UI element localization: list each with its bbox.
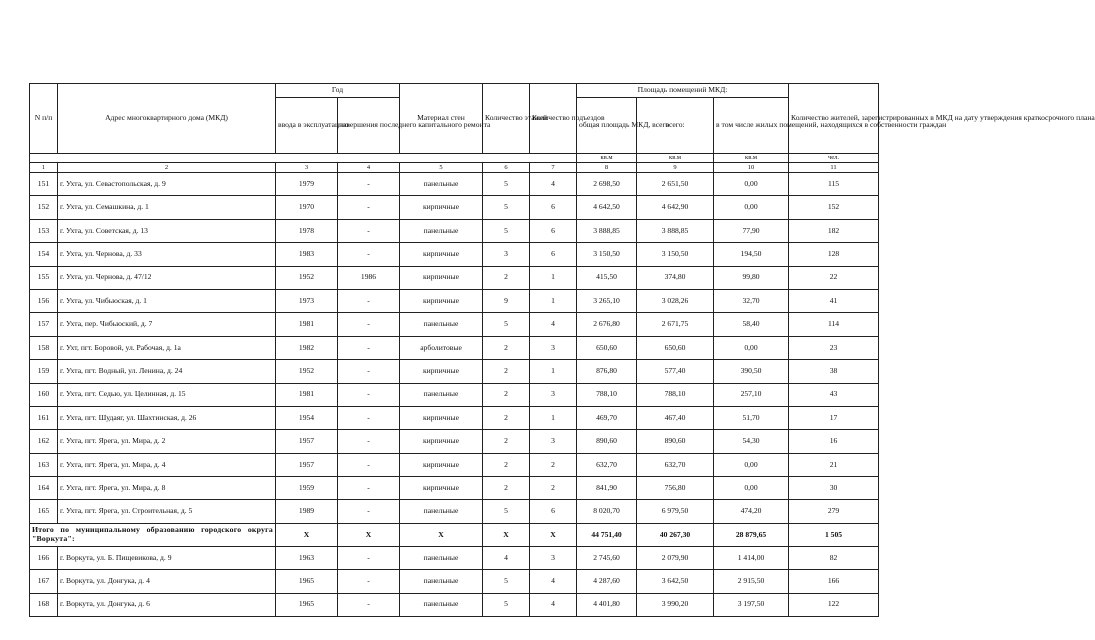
row-area-res: 788,10 bbox=[637, 383, 714, 406]
row-year-repair: - bbox=[338, 243, 400, 266]
row-address: г. Ухт, пгт. Боровой, ул. Рабочая, д. 1а bbox=[58, 336, 276, 359]
table-row bbox=[30, 266, 879, 289]
table-row bbox=[30, 313, 879, 336]
row-area-private: 194,50 bbox=[714, 243, 789, 266]
row-area-total: 3 265,10 bbox=[577, 289, 637, 312]
row-entrances: 2 bbox=[530, 477, 577, 500]
column-number: 1 bbox=[30, 163, 58, 173]
table-row bbox=[30, 196, 879, 219]
total-row bbox=[30, 523, 879, 546]
row-year-built: 1981 bbox=[276, 383, 338, 406]
row-area-total: 3 150,50 bbox=[577, 243, 637, 266]
row-residents: 17 bbox=[789, 406, 879, 429]
row-area-private: 77,90 bbox=[714, 219, 789, 242]
row-entrances: 6 bbox=[530, 219, 577, 242]
row-num: 158 bbox=[30, 336, 58, 359]
row-address: г. Ухта, пер. Чибьюский, д. 7 bbox=[58, 313, 276, 336]
row-material: кирпичные bbox=[400, 477, 483, 500]
header-area-private: в том числе жилых помещений, находящихся в собственности граждан bbox=[714, 98, 789, 154]
row-year-built: 1952 bbox=[276, 360, 338, 383]
row-entrances: 1 bbox=[530, 289, 577, 312]
row-area-total: 788,10 bbox=[577, 383, 637, 406]
row-floors: 5 bbox=[483, 570, 530, 593]
row-address: г. Ухта, ул. Чернова, д. 47/12 bbox=[58, 266, 276, 289]
row-area-total: 4 287,60 bbox=[577, 570, 637, 593]
row-area-private: 1 414,00 bbox=[714, 546, 789, 569]
row-num: 155 bbox=[30, 266, 58, 289]
row-area-res: 3 150,50 bbox=[637, 243, 714, 266]
row-floors: 3 bbox=[483, 243, 530, 266]
row-year-built: 1963 bbox=[276, 546, 338, 569]
header-year-built: ввода в эксплуатацию bbox=[276, 98, 338, 154]
row-residents: 41 bbox=[789, 289, 879, 312]
row-area-res: 577,40 bbox=[637, 360, 714, 383]
header-year-repair: завершения последнего капитального ремонта bbox=[338, 98, 400, 154]
table-row bbox=[30, 477, 879, 500]
row-material: панельные bbox=[400, 173, 483, 196]
row-year-built: 1970 bbox=[276, 196, 338, 219]
row-num: 166 bbox=[30, 546, 58, 569]
header-area-residential: всего: bbox=[637, 98, 714, 154]
row-address: г. Ухта, ул. Семашкина, д. 1 bbox=[58, 196, 276, 219]
row-address: г. Ухта, пгт. Ярега, ул. Мира, д. 2 bbox=[58, 430, 276, 453]
row-num: 156 bbox=[30, 289, 58, 312]
row-year-repair: - bbox=[338, 313, 400, 336]
total-cell: X bbox=[530, 523, 577, 546]
row-address: г. Воркута, ул. Донгука, д. 4 bbox=[58, 570, 276, 593]
row-area-private: 3 197,50 bbox=[714, 593, 789, 616]
row-area-private: 58,40 bbox=[714, 313, 789, 336]
row-floors: 5 bbox=[483, 593, 530, 616]
table-row bbox=[30, 289, 879, 312]
row-num: 153 bbox=[30, 219, 58, 242]
row-area-total: 2 745,60 bbox=[577, 546, 637, 569]
row-num: 165 bbox=[30, 500, 58, 523]
row-residents: 128 bbox=[789, 243, 879, 266]
row-floors: 5 bbox=[483, 500, 530, 523]
row-entrances: 6 bbox=[530, 243, 577, 266]
row-entrances: 4 bbox=[530, 593, 577, 616]
row-year-built: 1983 bbox=[276, 243, 338, 266]
row-area-total: 876,80 bbox=[577, 360, 637, 383]
row-residents: 22 bbox=[789, 266, 879, 289]
row-floors: 2 bbox=[483, 477, 530, 500]
row-residents: 114 bbox=[789, 313, 879, 336]
row-area-total: 2 698,50 bbox=[577, 173, 637, 196]
row-entrances: 3 bbox=[530, 383, 577, 406]
row-year-repair: - bbox=[338, 430, 400, 453]
table-row bbox=[30, 430, 879, 453]
row-area-total: 3 888,85 bbox=[577, 219, 637, 242]
row-floors: 2 bbox=[483, 266, 530, 289]
row-material: кирпичные bbox=[400, 243, 483, 266]
column-number: 8 bbox=[577, 163, 637, 173]
row-num: 152 bbox=[30, 196, 58, 219]
row-area-res: 890,60 bbox=[637, 430, 714, 453]
row-area-private: 0,00 bbox=[714, 173, 789, 196]
row-area-private: 54,30 bbox=[714, 430, 789, 453]
row-num: 163 bbox=[30, 453, 58, 476]
column-number: 7 bbox=[530, 163, 577, 173]
row-entrances: 3 bbox=[530, 430, 577, 453]
row-year-repair: - bbox=[338, 500, 400, 523]
column-number: 10 bbox=[714, 163, 789, 173]
row-num: 162 bbox=[30, 430, 58, 453]
table-row bbox=[30, 243, 879, 266]
row-area-res: 3 028,26 bbox=[637, 289, 714, 312]
row-area-private: 0,00 bbox=[714, 453, 789, 476]
row-entrances: 3 bbox=[530, 546, 577, 569]
total-cell: 44 751,40 bbox=[577, 523, 637, 546]
table-row bbox=[30, 360, 879, 383]
row-residents: 23 bbox=[789, 336, 879, 359]
row-year-built: 1957 bbox=[276, 453, 338, 476]
total-cell: X bbox=[338, 523, 400, 546]
row-num: 168 bbox=[30, 593, 58, 616]
row-material: панельные bbox=[400, 546, 483, 569]
row-area-private: 32,70 bbox=[714, 289, 789, 312]
row-residents: 82 bbox=[789, 546, 879, 569]
row-year-built: 1982 bbox=[276, 336, 338, 359]
row-floors: 5 bbox=[483, 196, 530, 219]
row-floors: 5 bbox=[483, 313, 530, 336]
unit-area-private: кв.м bbox=[714, 154, 789, 163]
row-area-private: 474,20 bbox=[714, 500, 789, 523]
row-area-private: 2 915,50 bbox=[714, 570, 789, 593]
row-address: г. Ухта, пгт. Седью, ул. Целинная, д. 15 bbox=[58, 383, 276, 406]
row-material: кирпичные bbox=[400, 406, 483, 429]
total-label: Итого по муниципальному образованию городского округа "Воркута": bbox=[30, 523, 276, 546]
row-area-total: 8 020,70 bbox=[577, 500, 637, 523]
row-year-repair: - bbox=[338, 289, 400, 312]
row-entrances: 3 bbox=[530, 336, 577, 359]
column-number: 2 bbox=[58, 163, 276, 173]
row-area-total: 632,70 bbox=[577, 453, 637, 476]
total-cell: X bbox=[483, 523, 530, 546]
row-year-repair: - bbox=[338, 593, 400, 616]
row-year-repair: - bbox=[338, 383, 400, 406]
row-entrances: 2 bbox=[530, 453, 577, 476]
row-year-built: 1959 bbox=[276, 477, 338, 500]
row-entrances: 1 bbox=[530, 360, 577, 383]
header-area-group: Площадь помещений МКД: bbox=[577, 84, 789, 98]
row-entrances: 4 bbox=[530, 173, 577, 196]
row-address: г. Ухта, ул. Советская, д. 13 bbox=[58, 219, 276, 242]
row-area-total: 890,60 bbox=[577, 430, 637, 453]
table-row bbox=[30, 570, 879, 593]
table-row bbox=[30, 453, 879, 476]
row-residents: 16 bbox=[789, 430, 879, 453]
row-area-private: 99,80 bbox=[714, 266, 789, 289]
row-year-repair: - bbox=[338, 360, 400, 383]
total-cell: X bbox=[400, 523, 483, 546]
row-address: г. Воркута, ул. Б. Пищевикова, д. 9 bbox=[58, 546, 276, 569]
row-material: панельные bbox=[400, 313, 483, 336]
row-year-built: 1952 bbox=[276, 266, 338, 289]
header-floors: Количество этажей bbox=[483, 84, 530, 154]
row-address: г. Ухта, пгт. Ярега, ул. Мира, д. 4 bbox=[58, 453, 276, 476]
row-material: панельные bbox=[400, 593, 483, 616]
header-address: Адрес многоквартирного дома (МКД) bbox=[58, 84, 276, 154]
row-area-res: 3 990,20 bbox=[637, 593, 714, 616]
row-address: г. Ухта, ул. Чернова, д. 33 bbox=[58, 243, 276, 266]
row-entrances: 4 bbox=[530, 570, 577, 593]
header-residents: Количество жителей, зарегистрированных в МКД на дату утверждения краткосрочного плана bbox=[789, 84, 879, 154]
row-area-res: 2 651,50 bbox=[637, 173, 714, 196]
row-material: панельные bbox=[400, 570, 483, 593]
row-residents: 43 bbox=[789, 383, 879, 406]
column-number: 3 bbox=[276, 163, 338, 173]
row-address: г. Ухта, пгт. Ярега, ул. Мира, д. 8 bbox=[58, 477, 276, 500]
column-number: 4 bbox=[338, 163, 400, 173]
row-floors: 5 bbox=[483, 219, 530, 242]
row-year-repair: - bbox=[338, 196, 400, 219]
row-year-repair: 1986 bbox=[338, 266, 400, 289]
units-spacer bbox=[30, 154, 577, 163]
row-year-repair: - bbox=[338, 570, 400, 593]
header-area-total: общая площадь МКД, всего bbox=[577, 98, 637, 154]
row-residents: 152 bbox=[789, 196, 879, 219]
row-area-res: 4 642,90 bbox=[637, 196, 714, 219]
row-area-res: 632,70 bbox=[637, 453, 714, 476]
row-area-total: 415,50 bbox=[577, 266, 637, 289]
row-num: 151 bbox=[30, 173, 58, 196]
table-row bbox=[30, 500, 879, 523]
row-floors: 4 bbox=[483, 546, 530, 569]
row-residents: 21 bbox=[789, 453, 879, 476]
table-row bbox=[30, 383, 879, 406]
table-row bbox=[30, 336, 879, 359]
column-number: 11 bbox=[789, 163, 879, 173]
row-address: г. Воркута, ул. Донгука, д. 6 bbox=[58, 593, 276, 616]
row-area-res: 756,80 bbox=[637, 477, 714, 500]
header-material: Материал стен bbox=[400, 84, 483, 154]
row-year-built: 1954 bbox=[276, 406, 338, 429]
row-area-private: 390,50 bbox=[714, 360, 789, 383]
row-area-res: 467,40 bbox=[637, 406, 714, 429]
unit-area-res: кв.м bbox=[637, 154, 714, 163]
row-floors: 2 bbox=[483, 430, 530, 453]
row-material: кирпичные bbox=[400, 289, 483, 312]
row-year-repair: - bbox=[338, 477, 400, 500]
row-area-res: 3 888,85 bbox=[637, 219, 714, 242]
row-year-built: 1973 bbox=[276, 289, 338, 312]
row-num: 164 bbox=[30, 477, 58, 500]
row-residents: 182 bbox=[789, 219, 879, 242]
row-year-repair: - bbox=[338, 219, 400, 242]
row-material: кирпичные bbox=[400, 266, 483, 289]
row-year-repair: - bbox=[338, 406, 400, 429]
row-area-res: 650,60 bbox=[637, 336, 714, 359]
unit-area-total: кв.м bbox=[577, 154, 637, 163]
total-cell: X bbox=[276, 523, 338, 546]
row-year-repair: - bbox=[338, 453, 400, 476]
row-area-total: 469,70 bbox=[577, 406, 637, 429]
row-area-total: 4 401,80 bbox=[577, 593, 637, 616]
row-num: 161 bbox=[30, 406, 58, 429]
row-material: арболитовые bbox=[400, 336, 483, 359]
row-material: кирпичные bbox=[400, 360, 483, 383]
column-number-row bbox=[30, 163, 879, 173]
total-cell: 1 505 bbox=[789, 523, 879, 546]
column-number: 9 bbox=[637, 163, 714, 173]
row-floors: 5 bbox=[483, 173, 530, 196]
total-cell: 40 267,30 bbox=[637, 523, 714, 546]
row-material: панельные bbox=[400, 219, 483, 242]
row-year-built: 1965 bbox=[276, 570, 338, 593]
row-area-private: 0,00 bbox=[714, 477, 789, 500]
row-address: г. Ухта, пгт. Водный, ул. Ленина, д. 24 bbox=[58, 360, 276, 383]
row-material: кирпичные bbox=[400, 453, 483, 476]
row-residents: 115 bbox=[789, 173, 879, 196]
row-floors: 2 bbox=[483, 406, 530, 429]
row-area-total: 2 676,80 bbox=[577, 313, 637, 336]
column-number: 5 bbox=[400, 163, 483, 173]
row-area-private: 0,00 bbox=[714, 336, 789, 359]
row-entrances: 6 bbox=[530, 500, 577, 523]
row-area-res: 2 671,75 bbox=[637, 313, 714, 336]
row-material: кирпичные bbox=[400, 196, 483, 219]
row-floors: 2 bbox=[483, 383, 530, 406]
row-num: 160 bbox=[30, 383, 58, 406]
row-entrances: 1 bbox=[530, 406, 577, 429]
row-year-built: 1965 bbox=[276, 593, 338, 616]
row-material: кирпичные bbox=[400, 430, 483, 453]
row-residents: 166 bbox=[789, 570, 879, 593]
row-area-private: 51,70 bbox=[714, 406, 789, 429]
total-cell: 28 879,65 bbox=[714, 523, 789, 546]
row-num: 154 bbox=[30, 243, 58, 266]
row-year-built: 1978 bbox=[276, 219, 338, 242]
row-floors: 9 bbox=[483, 289, 530, 312]
row-year-built: 1957 bbox=[276, 430, 338, 453]
row-area-res: 374,80 bbox=[637, 266, 714, 289]
row-year-repair: - bbox=[338, 546, 400, 569]
row-area-total: 650,60 bbox=[577, 336, 637, 359]
header-num: N п/п bbox=[30, 84, 58, 154]
row-floors: 2 bbox=[483, 336, 530, 359]
row-year-built: 1979 bbox=[276, 173, 338, 196]
row-area-res: 6 979,50 bbox=[637, 500, 714, 523]
row-area-total: 4 642,50 bbox=[577, 196, 637, 219]
row-num: 159 bbox=[30, 360, 58, 383]
housing-register-table bbox=[29, 83, 1095, 617]
row-material: панельные bbox=[400, 383, 483, 406]
row-address: г. Ухта, пгт. Шудаяг, ул. Шахтинская, д. 26 bbox=[58, 406, 276, 429]
row-address: г. Ухта, ул. Чибьюская, д. 1 bbox=[58, 289, 276, 312]
table-row bbox=[30, 219, 879, 242]
row-entrances: 4 bbox=[530, 313, 577, 336]
table-row bbox=[30, 593, 879, 616]
table-row bbox=[30, 173, 879, 196]
table-row bbox=[30, 546, 879, 569]
header-entrances: Количество подъездов bbox=[530, 84, 577, 154]
row-year-repair: - bbox=[338, 173, 400, 196]
row-floors: 2 bbox=[483, 360, 530, 383]
unit-residents: чел. bbox=[789, 154, 879, 163]
row-area-res: 2 079,90 bbox=[637, 546, 714, 569]
row-address: г. Ухта, пгт. Ярега, ул. Строительная, д. 5 bbox=[58, 500, 276, 523]
row-entrances: 1 bbox=[530, 266, 577, 289]
header-year-group: Год bbox=[276, 84, 400, 98]
row-num: 157 bbox=[30, 313, 58, 336]
row-year-built: 1981 bbox=[276, 313, 338, 336]
row-entrances: 6 bbox=[530, 196, 577, 219]
row-num: 167 bbox=[30, 570, 58, 593]
row-address: г. Ухта, ул. Севастопольская, д. 9 bbox=[58, 173, 276, 196]
row-floors: 2 bbox=[483, 453, 530, 476]
row-material: панельные bbox=[400, 500, 483, 523]
row-residents: 38 bbox=[789, 360, 879, 383]
row-area-res: 3 642,50 bbox=[637, 570, 714, 593]
row-residents: 122 bbox=[789, 593, 879, 616]
row-residents: 30 bbox=[789, 477, 879, 500]
table-row bbox=[30, 406, 879, 429]
column-number: 6 bbox=[483, 163, 530, 173]
row-area-private: 257,10 bbox=[714, 383, 789, 406]
row-area-private: 0,00 bbox=[714, 196, 789, 219]
row-area-total: 841,90 bbox=[577, 477, 637, 500]
row-year-repair: - bbox=[338, 336, 400, 359]
row-residents: 279 bbox=[789, 500, 879, 523]
row-year-built: 1989 bbox=[276, 500, 338, 523]
